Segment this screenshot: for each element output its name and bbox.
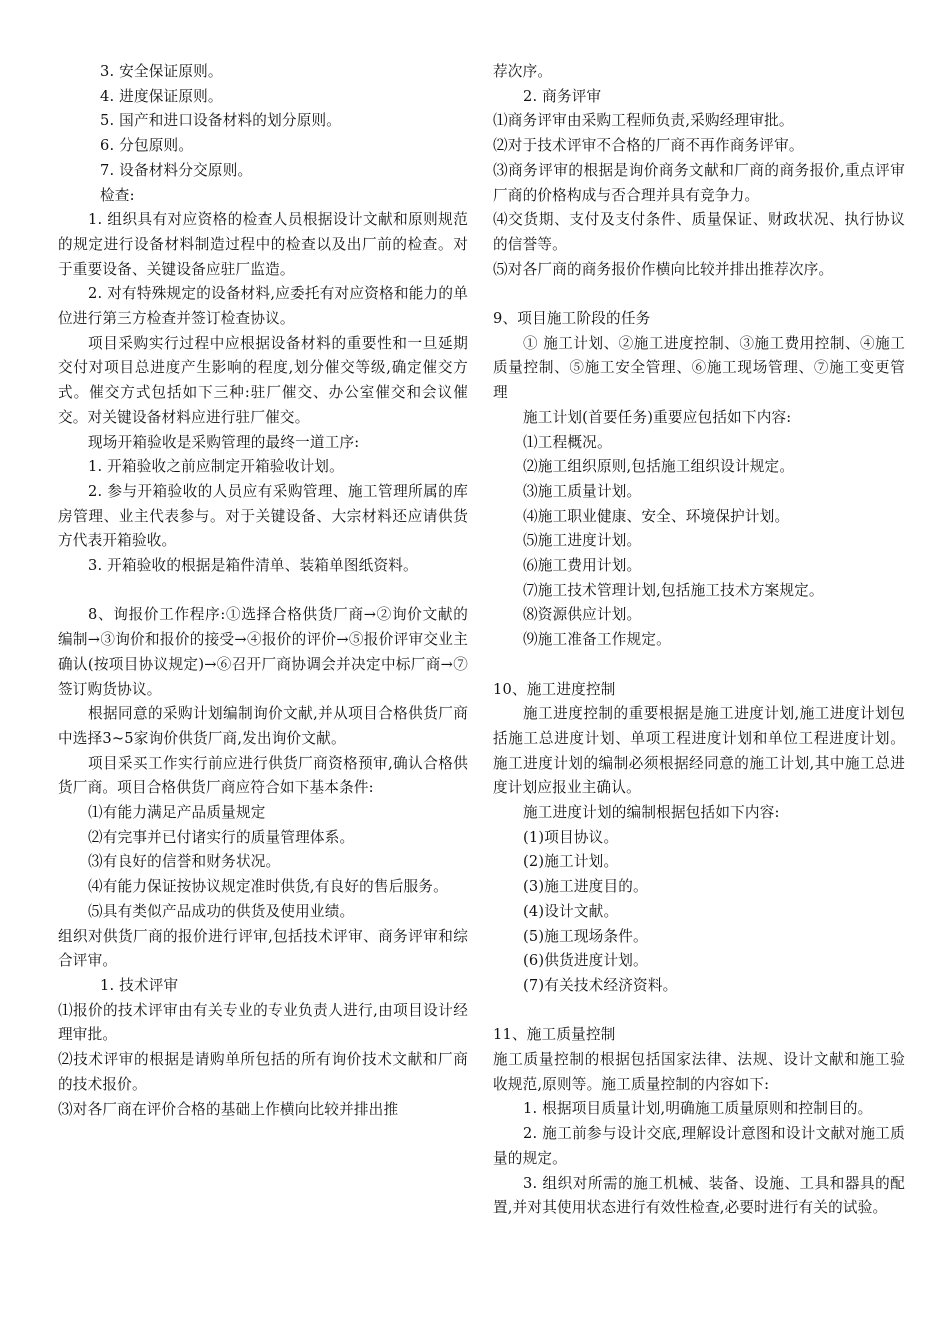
- text-line: 4. 进度保证原则。: [100, 87, 223, 105]
- text-line: 2. 商务评审: [523, 87, 602, 105]
- text-line: 3. 安全保证原则。: [100, 63, 223, 80]
- text-line: ⑷交货期、支付及支付条件、质量保证、财政状况、执行协议的信誉等。: [493, 211, 905, 253]
- text-line: ⑻资源供应计划。: [523, 606, 642, 624]
- text-line: (6)供货进度计划。: [523, 952, 648, 970]
- text-line: ⑶施工质量计划。: [523, 482, 642, 500]
- text-line: 5. 国产和进口设备材料的划分原则。: [100, 112, 342, 130]
- blank-line: [493, 999, 905, 1024]
- text-line: 1. 组织具有对应资格的检查人员根据设计文献和原则规范的规定进行设备材料制造过程中的检查以及出厂前的检查。对于重要设备、关键设备应驻厂监造。: [58, 211, 468, 278]
- text-line: 8、询报价工作程序:①选择合格供货厂商→②询价文献的编制→③询价和报价的接受→④报价的评价→⑤报价评审交业主确认(按项目协议规定)→⑥召开厂商协调会并决定中标厂商→⑦签订购货协议。: [58, 606, 468, 698]
- text-line: 6. 分包原则。: [100, 137, 194, 155]
- text-line: 根据同意的采购计划编制询价文献,并从项目合格供货厂商中选择3~5家询价供货厂商,发出询价文献。: [58, 705, 468, 747]
- text-line: ⑼施工准备工作规定。: [523, 631, 671, 649]
- text-line: 2. 对有特殊规定的设备材料,应委托有对应资格和能力的单位进行第三方检查并签订检查协议。: [58, 285, 468, 328]
- text-line: 检查:: [100, 186, 135, 204]
- text-line: 3. 开箱验收的根据是箱件清单、装箱单图纸资料。: [88, 557, 418, 575]
- text-line: 2. 施工前参与设计交底,理解设计意图和设计文献对施工质量的规定。: [493, 1125, 905, 1167]
- blank-line: [58, 579, 468, 604]
- text-line: ⑴有能力满足产品质量规定: [88, 804, 266, 822]
- text-line: ⑵有完事并已付诸实行的质量管理体系。: [88, 828, 355, 846]
- text-line: ⑶商务评审的根据是询价商务文献和厂商的商务报价,重点评审厂商的价格构成与否合理并具有竞争力。: [493, 161, 905, 204]
- text-line: ⑸施工进度计划。: [523, 532, 642, 550]
- left-column: [58, 60, 468, 1122]
- blank-line: [493, 653, 905, 678]
- text-line: (3)施工进度目的。: [523, 878, 648, 896]
- text-line: 10、施工进度控制: [493, 680, 616, 698]
- text-line: 项目采买工作实行前应进行供货厂商资格预审,确认合格供货厂商。项目合格供货厂商应符合如下基本条件:: [58, 754, 468, 797]
- text-line: 施工进度计划的编制根据包括如下内容:: [523, 804, 780, 822]
- text-line: 11、施工质量控制: [493, 1026, 616, 1044]
- text-line: 施工计划(首要任务)重要应包括如下内容:: [523, 408, 792, 426]
- text-line: (5)施工现场条件。: [523, 927, 648, 945]
- text-line: ⑹施工费用计划。: [523, 557, 642, 575]
- right-column: [493, 60, 905, 1221]
- text-line: ⑵技术评审的根据是请购单所包括的所有询价技术文献和厂商的技术报价。: [58, 1051, 468, 1093]
- text-line: 项目采购实行过程中应根据设备材料的重要性和一旦延期交付对项目总进度产生影响的程度,划分催交等级,确定催交方式。催交方式包括如下三种:驻厂催交、办公室催交和会议催交。对关键设备材料应进行驻厂催交。: [58, 334, 468, 426]
- text-line: 1. 技术评审: [100, 977, 179, 994]
- text-line: (4)设计文献。: [523, 902, 619, 920]
- text-line: ⑴商务评审由采购工程师负责,采购经理审批。: [493, 112, 794, 130]
- text-line: (2)施工计划。: [523, 853, 619, 871]
- text-line: ⑺施工技术管理计划,包括施工技术方案规定。: [523, 581, 824, 599]
- text-line: 7. 设备材料分交原则。: [100, 161, 253, 179]
- text-line: 2. 参与开箱验收的人员应有采购管理、施工管理所属的库房管理、业主代表参与。对于关键设备、大宗材料还应请供货方代表开箱验收。: [58, 482, 468, 550]
- text-line: ⑵施工组织原则,包括施工组织设计规定。: [523, 458, 795, 476]
- text-line: ⑵对于技术评审不合格的厂商不再作商务评审。: [493, 137, 804, 155]
- text-line: ⑷施工职业健康、安全、环境保护计划。: [523, 507, 790, 525]
- text-line: 1. 根据项目质量计划,明确施工质量原则和控制目的。: [523, 1100, 873, 1118]
- text-line: ⑴报价的技术评审由有关专业的专业负责人进行,由项目设计经理审批。: [58, 1001, 468, 1044]
- text-line: (1)项目协议。: [523, 828, 619, 846]
- text-line: 现场开箱验收是采购管理的最终一道工序:: [88, 433, 360, 451]
- blank-line: [493, 282, 905, 307]
- text-line: ⑶有良好的信誉和财务状况。: [88, 853, 281, 871]
- text-line: 施工质量控制的根据包括国家法律、法规、设计文献和施工验收规范,原则等。施工质量控制的内容如下:: [493, 1051, 905, 1093]
- text-line: ⑸对各厂商的商务报价作横向比较并排出推荐次序。: [493, 260, 834, 278]
- text-line: 施工进度控制的重要根据是施工进度计划,施工进度计划包括施工总进度计划、单项工程进度计划和单位工程进度计划。施工进度计划的编制必须根据经同意的施工计划,其中施工总进度计划应报业主确认。: [493, 705, 905, 797]
- text-line: 9、项目施工阶段的任务: [493, 310, 651, 328]
- text-line: (7)有关技术经济资料。: [523, 976, 678, 994]
- text-line: 荐次序。: [493, 63, 553, 80]
- text-line: 组织对供货厂商的报价进行评审,包括技术评审、商务评审和综合评审。: [58, 927, 468, 970]
- text-line: ① 施工计划、②施工进度控制、③施工费用控制、④施工质量控制、⑤施工安全管理、⑥施工现场管理、⑦施工变更管理: [493, 334, 905, 402]
- text-line: 1. 开箱验收之前应制定开箱验收计划。: [88, 458, 344, 476]
- text-line: ⑴工程概况。: [523, 433, 612, 451]
- text-line: ⑶对各厂商在评价合格的基础上作横向比较并排出推: [58, 1100, 399, 1118]
- text-line: 3. 组织对所需的施工机械、装备、设施、工具和器具的配置,并对其使用状态进行有效性检查,必要时进行有关的试验。: [493, 1174, 905, 1217]
- text-line: ⑷有能力保证按协议规定准时供货,有良好的售后服务。: [88, 878, 448, 896]
- text-line: ⑸具有类似产品成功的供货及使用业绩。: [88, 902, 355, 920]
